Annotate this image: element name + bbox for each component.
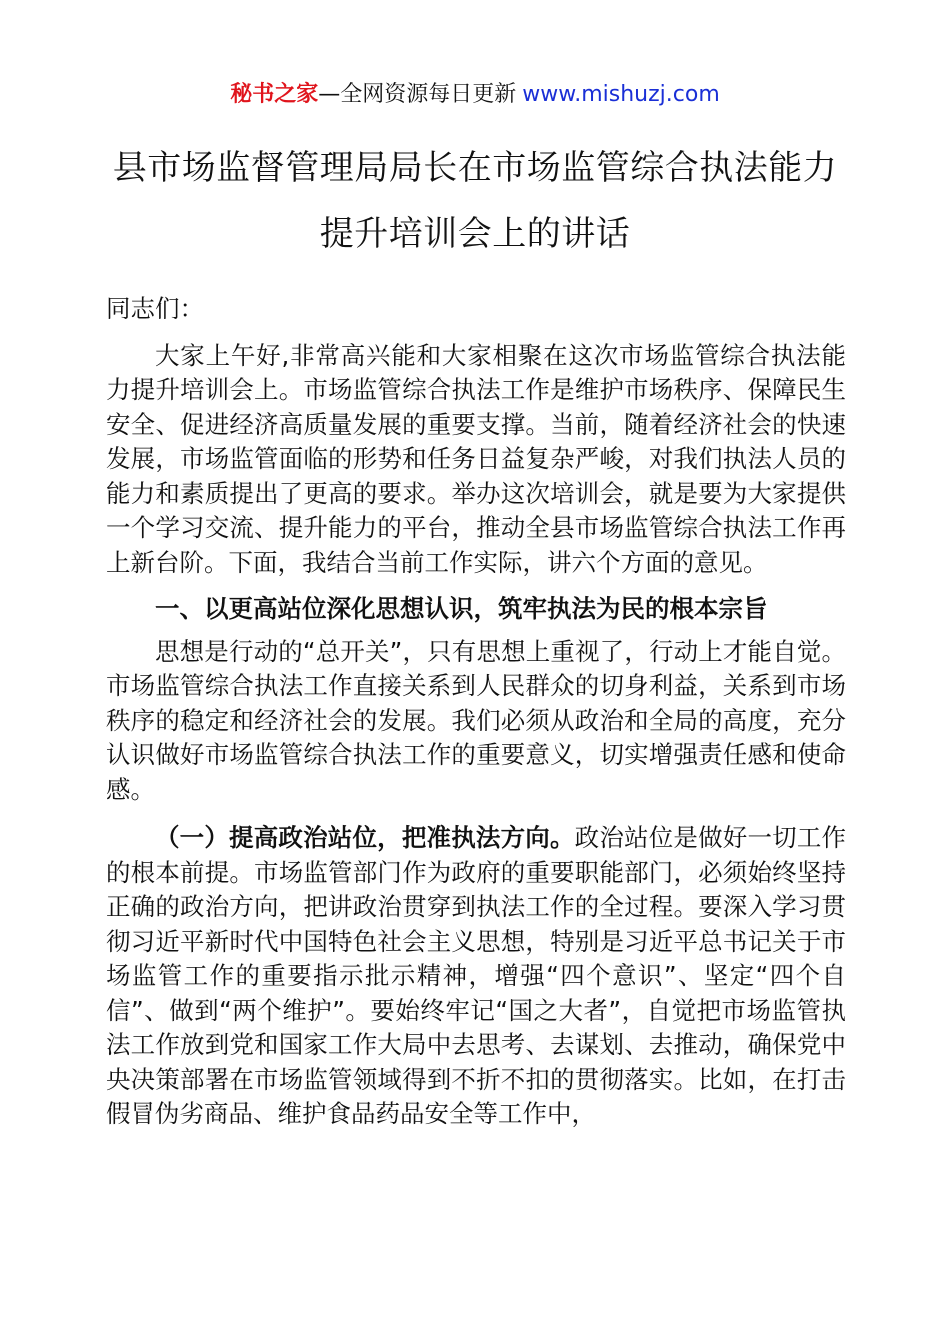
document-body (106, 292, 846, 1132)
document-title-line-1: 县市场监督管理局局长在市场监管综合执法能力 (112, 148, 838, 188)
subsection-1-body: 政治站位是做好一切工作的根本前提。市场监管部门作为政府的重要职能部门，必须始终坚持正确的政治方向，把讲政治贯穿到执法工作的全过程。要深入学习贯彻习近平新时代中国特色社会主义思想，特别是习近平总书记关于市场监管工作的重要指示批示精神，增强“四个意识”、坚定“四个自信”、做到“两个维护”。要始终牢记“国之大者”，自觉把市场监管执法工作放到党和国家工作大局中去思考、去谋划、去推动，确保党中央决策部署在市场监管领域得到不折不扣的贯彻落实。比如，在打击假冒伪劣商品、维护食品药品安全等工作中， (106, 823, 847, 1128)
salutation: 同志们： (106, 294, 204, 323)
section-1-paragraph: 思想是行动的“总开关”，只有思想上重视了，行动上才能自觉。市场监管综合执法工作直接关系到人民群众的切身利益，关系到市场秩序的稳定和经济社会的发展。我们必须从政治和全局的高度，充分认识做好市场监管综合执法工作的重要意义，切实增强责任感和使命感。 (106, 636, 846, 804)
subsection-1-lead: （一）提高政治站位，把准执法方向。 (155, 823, 575, 852)
document-title-line-2: 提升培训会上的讲话 (319, 214, 631, 254)
section-1-heading: 一、以更高站位深化思想认识，筑牢执法为民的根本宗旨 (155, 594, 768, 623)
site-brand: 秘书之家 (230, 82, 319, 107)
site-tagline: —全网资源每日更新 (318, 82, 517, 107)
site-url-link[interactable]: www.mishuzj.com (522, 82, 720, 107)
site-header (0, 80, 950, 110)
intro-paragraph: 大家上午好,非常高兴能和大家相聚在这次市场监管综合执法能力提升培训会上。市场监管综合执法工作是维护市场秩序、保障民生安全、促进经济高质量发展的重要支撑。当前，随着经济社会的快速发展，市场监管面临的形势和任务日益复杂严峻，对我们执法人员的能力和素质提出了更高的要求。举办这次培训会，就是要为大家提供一个学习交流、提升能力的平台，推动全县市场监管综合执法工作再上新台阶。下面，我结合当前工作实际，讲六个方面的意见。 (106, 340, 846, 577)
subsection-1-paragraph (106, 821, 846, 1132)
